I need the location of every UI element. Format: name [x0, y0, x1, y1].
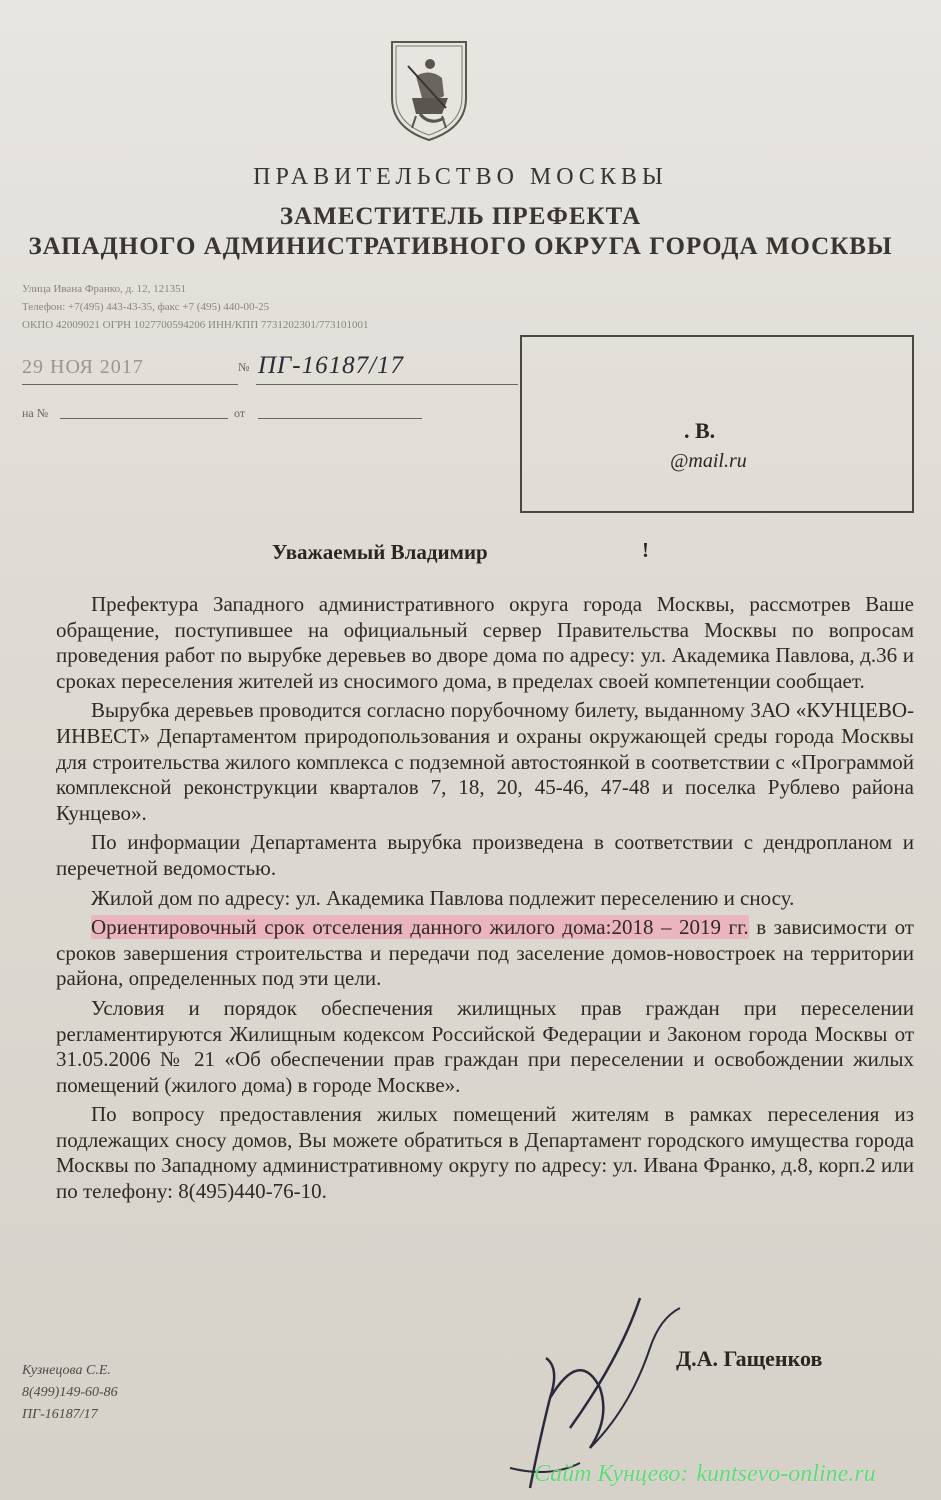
watermark-label: Сайт Кунцево:: [534, 1461, 689, 1487]
contact-codes: ОКПО 42009021 ОГРН 1027700594206 ИНН/КПП 7731202301/773101001: [22, 319, 369, 331]
registration-date: 29 НОЯ 2017: [22, 356, 144, 378]
reference-number-line: [60, 418, 228, 419]
reference-label: на №: [22, 406, 49, 420]
paragraph-6: Условия и порядок обеспечения жилищных прав граждан при переселении регламентируются Жилищным кодексом Российской Федерации и Законом города Москвы от 31.05.2006 № 21 «Об обеспечении прав граждан при переселении и освобождении жилых помещений (жилого дома) в городе Москве».: [56, 995, 914, 1097]
moscow-coat-of-arms-icon: [386, 36, 472, 144]
executor-phone: 8(499)149-60-86: [22, 1385, 118, 1400]
department-title-line1: ЗАМЕСТИТЕЛЬ ПРЕФЕКТА: [279, 203, 642, 230]
government-title: ПРАВИТЕЛЬСТВО МОСКВЫ: [253, 164, 668, 190]
highlighted-resettlement-term: Ориентировочный срок отселения данного жилого дома:2018 – 2019 гг.: [91, 915, 749, 940]
department-title-line2: ЗАПАДНОГО АДМИНИСТРАТИВНОГО ОКРУГА ГОРОДА МОСКВЫ: [28, 233, 893, 260]
registration-number: ПГ-16187/17: [258, 352, 405, 379]
contact-phone: Телефон: +7(495) 443-43-35, факс +7 (495) 440-00-25: [22, 301, 270, 313]
paragraph-4: Жилой дом по адресу: ул. Академика Павлова подлежит переселению и сносу.: [91, 885, 795, 910]
reference-date-line: [258, 418, 422, 419]
reference-from-label: от: [234, 406, 246, 420]
watermark-site: kuntsevo-online.ru: [696, 1461, 876, 1487]
paragraph-3: По информации Департамента вырубка произведена в соответствии с дендропланом и перечетной ведомостью.: [56, 830, 914, 880]
recipient-box: [520, 335, 914, 513]
number-field-line: [256, 384, 518, 385]
salutation: Уважаемый Владимир: [272, 540, 488, 564]
paragraph-5: [56, 915, 914, 992]
letter-body: [56, 592, 914, 1209]
executor-name: Кузнецова С.Е.: [22, 1363, 111, 1378]
paragraph-5-rest: в зависимости от сроков завершения строительства и передачи под заселение домов-новостроек на территории района, определенных под эти цели.: [56, 915, 914, 991]
executor-ref: ПГ-16187/17: [22, 1407, 98, 1422]
signer-name: Д.А. Гащенков: [676, 1346, 823, 1371]
paragraph-2: Вырубка деревьев проводится согласно порубочному билету, выданному ЗАО «КУНЦЕВО-ИНВЕСТ» Департаментом природопользования и охраны окружающей среды города Москвы для строительства жилого комплекса с подземной автостоянкой в соответствии с «Программой комплексной реконструкции кварталов 7, 18, 20, 45-46, 47-48 и поселка Рублево района Кунцево».: [56, 698, 914, 825]
contact-address: Улица Ивана Франко, д. 12, 121351: [22, 283, 187, 295]
salutation-end: !: [642, 538, 649, 562]
executor-block: [22, 1360, 118, 1426]
number-label: №: [238, 360, 250, 374]
paragraph-1: Префектура Западного административного округа города Москвы, рассмотрев Ваше обращение, поступившее на официальный сервер Правительства Москвы по вопросам проведения работ по вырубке деревьев во дворе дома по адресу: ул. Академика Павлова, д.36 и сроках переселения жителей из сносимого дома, в пределах своей компетенции сообщает.: [56, 592, 914, 693]
recipient-email: @mail.ru: [670, 450, 747, 472]
contacts-block: [22, 280, 368, 334]
site-watermark: [534, 1461, 876, 1488]
paragraph-7: По вопросу предоставления жилых помещений жителям в рамках переселения из подлежащих сносу домов, Вы можете обратиться в Департамент городского имущества города Москвы по Западному административному округу по адресу: ул. Ивана Франко, д.8, корп.2 или по телефону: 8(495)440-76-10.: [56, 1102, 914, 1204]
recipient-name: . В.: [684, 418, 716, 443]
